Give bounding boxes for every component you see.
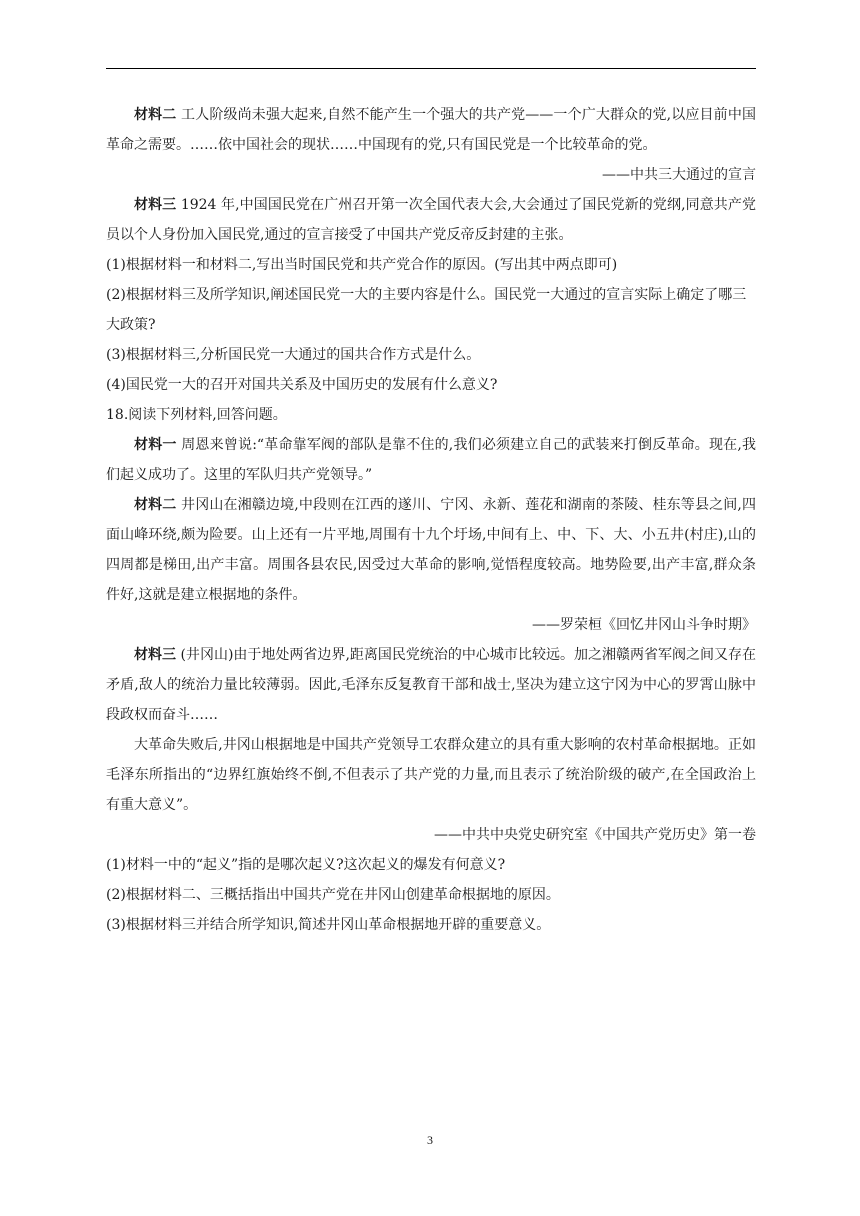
material-source: ——中共三大通过的宣言 bbox=[602, 167, 756, 183]
material-label: 材料二 bbox=[134, 107, 177, 123]
q18-material-1-paragraph bbox=[106, 430, 756, 490]
q18-material-3-paragraph-2: 大革命失败后,井冈山根据地是中国共产党领导工农群众建立的具有重大影响的农村革命根据地。正如毛泽东所指出的“边界红旗始终不倒,不但表示了共产党的力量,而且表示了统治阶级的破产,在全国政治上有重大意义”。 bbox=[106, 737, 756, 813]
material-text: 工人阶级尚未强大起来,自然不能产生一个强大的共产党——一个广大群众的党,以应目前中国革命之需要。……依中国社会的现状……中国现有的党,只有国民党是一个比较革命的党。 bbox=[106, 107, 756, 153]
question-18-heading: 18.阅读下列材料,回答问题。 bbox=[106, 407, 287, 423]
question-18-1: (1)材料一中的“起义”指的是哪次起义?这次起义的爆发有何意义? bbox=[106, 857, 506, 873]
question-18-2: (2)根据材料二、三概括指出中国共产党在井冈山创建革命根据地的原因。 bbox=[106, 887, 560, 903]
question-17-3: (3)根据材料三,分析国民党一大通过的国共合作方式是什么。 bbox=[106, 347, 481, 363]
material-label: 材料一 bbox=[134, 437, 177, 453]
material-3-paragraph bbox=[106, 190, 756, 250]
header-rule bbox=[106, 68, 756, 69]
material-text: 1924 年,中国国民党在广州召开第一次全国代表大会,大会通过了国民党新的党纲,同意共产党员以个人身份加入国民党,通过的宣言接受了中国共产党反帝反封建的主张。 bbox=[106, 197, 756, 243]
material-text: 周恩来曾说:“革命靠军阀的部队是靠不住的,我们必须建立自己的武装来打倒反革命。现在,我们起义成功了。这里的军队归共产党领导。” bbox=[106, 437, 756, 483]
question-17-4: (4)国民党一大的召开对国共关系及中国历史的发展有什么意义? bbox=[106, 377, 498, 393]
question-18-3: (3)根据材料三并结合所学知识,简述井冈山革命根据地开辟的重要意义。 bbox=[106, 917, 551, 933]
q18-material-3-paragraph bbox=[106, 640, 756, 730]
page-number: 3 bbox=[427, 1133, 433, 1147]
question-17-2: (2)根据材料三及所学知识,阐述国民党一大的主要内容是什么。国民党一大通过的宣言实际上确定了哪三大政策? bbox=[106, 287, 747, 333]
material-text: (井冈山)由于地处两省边界,距离国民党统治的中心城市比较远。加之湘赣两省军阀之间又存在矛盾,敌人的统治力量比较薄弱。因此,毛泽东反复教育干部和战士,坚决为建立这宁冈为中心的罗霄山脉中段政权而奋斗…… bbox=[106, 647, 756, 723]
material-label: 材料三 bbox=[134, 197, 177, 213]
material-text: 井冈山在湘赣边境,中段则在江西的遂川、宁冈、永新、莲花和湖南的茶陵、桂东等县之间,四面山峰环绕,颇为险要。山上还有一片平地,周围有十九个圩场,中间有上、中、下、大、小五井(村庄),山的四周都是梯田,出产丰富。周围各县农民,因受过大革命的影响,觉悟程度较高。地势险要,出产丰富,群众条件好,这就是建立根据地的条件。 bbox=[106, 497, 756, 603]
material-2-paragraph bbox=[106, 100, 756, 160]
material-label: 材料三 bbox=[134, 647, 177, 663]
material-source: ——罗荣桓《回忆井冈山斗争时期》 bbox=[532, 617, 756, 633]
q18-material-2-paragraph bbox=[106, 490, 756, 610]
question-17-1: (1)根据材料一和材料二,写出当时国民党和共产党合作的原因。(写出其中两点即可) bbox=[106, 257, 618, 273]
material-source: ——中共中央党史研究室《中国共产党历史》第一卷 bbox=[434, 827, 756, 843]
page-content bbox=[106, 100, 756, 940]
material-label: 材料二 bbox=[134, 497, 177, 513]
